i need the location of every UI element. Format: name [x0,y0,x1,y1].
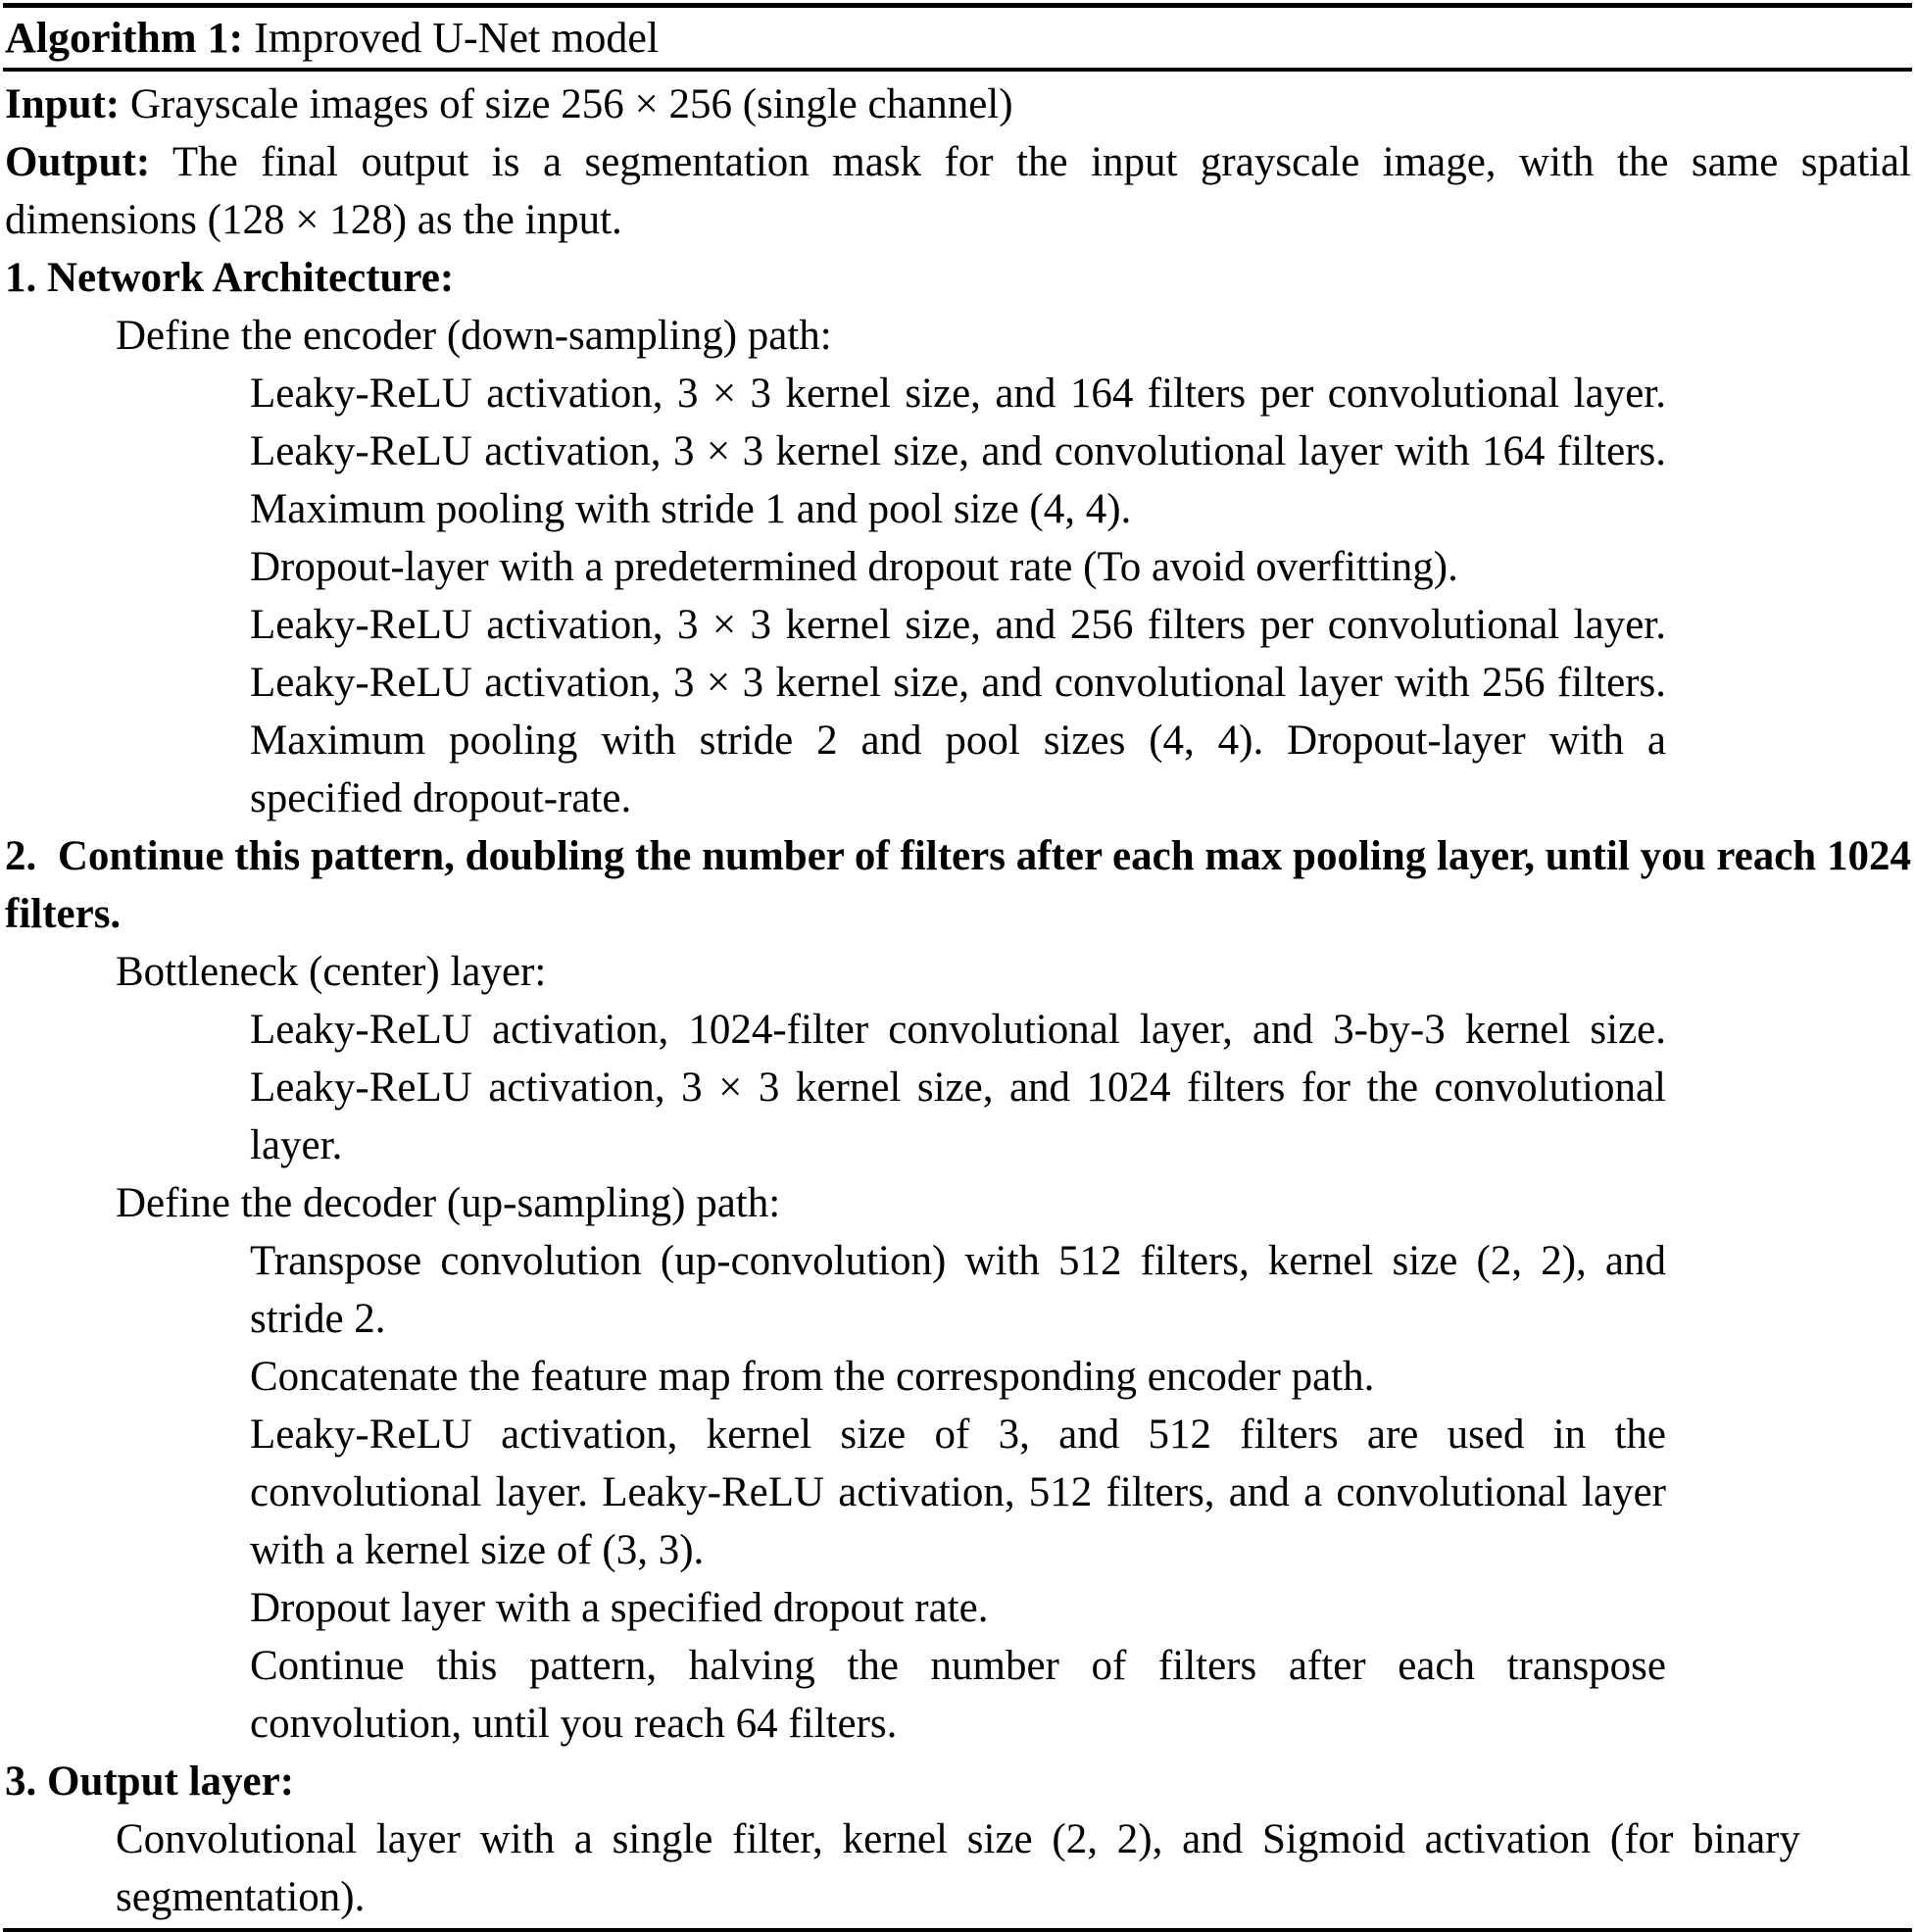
step-2-child-1: Leaky-ReLU activation, 1024-filter convolutional layer, and 3-by-3 kernel size. Leaky-ReLU activation, 3 × 3 kernel size, and 1024 filters for the convolutional layer. [250,1007,1666,1168]
step-1-number: 1. [5,255,37,301]
output-line [5,133,1911,249]
output-label: Output: [5,139,151,185]
input-label: Input: [5,81,121,127]
step-2-child-2: Define the decoder (up-sampling) path: [116,1180,781,1226]
step-1-heading [5,249,1911,307]
step-3-child-0: Convolutional layer with a single filter, kernel size (2, 2), and Sigmoid activation (for binary segmentation). [116,1816,1800,1920]
step-2-child-5: Leaky-ReLU activation, kernel size of 3, and 512 filters are used in the convolutional layer. Leaky-ReLU activation, 512 filters, and a convolutional layer with a kernel size of (3, 3). [250,1412,1666,1573]
step-2-child-3: Transpose convolution (up-convolution) with 512 filters, kernel size (2, 2), and stride 2. [250,1238,1666,1342]
step-1-child-3: Leaky-ReLU activation, 3 × 3 kernel size, and 256 filters per convolutional layer. Leaky-ReLU activation, 3 × 3 kernel size, and convolutional layer with 256 filters. Maximum pooling with stride 2 and pool sizes (4, 4). Dropout-layer with a specified dropout-rate. [250,602,1666,821]
input-text: Grayscale images of size 256 × 256 (single channel) [129,81,1013,127]
step-3-label: Output layer: [47,1759,295,1805]
step-2-child-6: Dropout layer with a specified dropout rate. [250,1585,989,1631]
algorithm-block [0,3,1915,1932]
step-2-child-0: Bottleneck (center) layer: [116,949,547,995]
step-1-child-0: Define the encoder (down-sampling) path: [116,313,832,359]
step-3-number: 3. [5,1759,37,1805]
step-2-child-4: Concatenate the feature map from the corresponding encoder path. [250,1354,1375,1400]
step-2-label: Continue this pattern, doubling the number of filters after each max pooling layer, until you reach 1024 filters. [5,833,1912,937]
algorithm-body [0,72,1915,1928]
step-1-label: Network Architecture: [47,255,455,301]
algorithm-name: Improved U-Net model [254,14,660,62]
step-2-child-7: Continue this pattern, halving the number of filters after each transpose convolution, until you reach 64 filters. [250,1643,1666,1747]
step-1-child-1: Leaky-ReLU activation, 3 × 3 kernel size, and 164 filters per convolutional layer. Leaky-ReLU activation, 3 × 3 kernel size, and convolutional layer with 164 filters. Maximum pooling with stride 1 and pool size (4, 4). [250,371,1666,532]
algorithm-title [0,8,1915,68]
algorithm-label: Algorithm 1: [5,14,244,62]
step-2-heading [5,827,1911,943]
input-line [5,75,1911,133]
step-1-child-2: Dropout-layer with a predetermined dropout rate (To avoid overfitting). [250,544,1458,590]
step-3-heading [5,1753,1911,1810]
bottom-rule [3,1928,1912,1932]
output-text: The final output is a segmentation mask for the input grayscale image, with the same spatial dimensions (128 × 128) as the input. [5,139,1911,243]
step-2-number: 2. [5,833,37,879]
